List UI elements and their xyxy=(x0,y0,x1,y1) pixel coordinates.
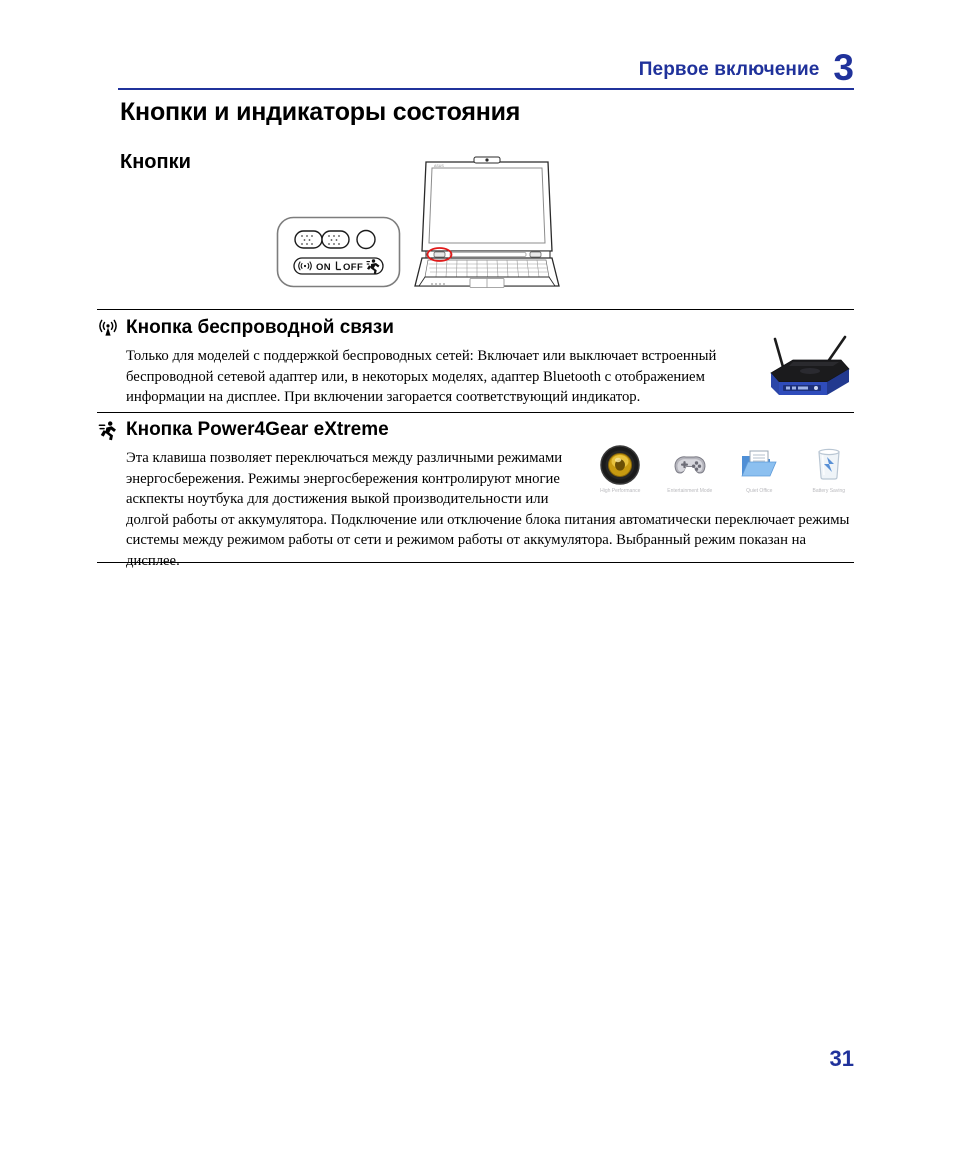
page-title: Кнопки и индикаторы состояния xyxy=(120,98,521,126)
power-mode-high-performance xyxy=(592,443,649,503)
power-mode-battery-saving xyxy=(801,443,858,503)
power-mode-caption: Entertainment Mode xyxy=(667,487,713,495)
entertainment-mode-icon xyxy=(668,443,712,487)
section-body-wireless: Только для моделей с поддержкой беспроводных сетей: Включает или выключает встроенный беспроводной сетевой адаптер или, в некоторых моделях, адаптер Bluetooth с отображением информации на дисплее. При включении загорается соответствующий индикатор. xyxy=(126,348,717,406)
header-chapter-number: 3 xyxy=(833,47,854,88)
high-performance-icon xyxy=(598,443,642,487)
svg-text:ASUS: ASUS xyxy=(434,164,444,168)
wireless-router-photo xyxy=(753,333,857,405)
section-heading-power4gear xyxy=(97,419,389,441)
power-mode-quiet-office xyxy=(731,443,788,503)
section-body-narrow: Эта клавиша позволяет переключаться между различными режимами энергосбережения. Режимы энергосбережения контролируют многие аскпекты ноутбука для достижения выкой производительности или xyxy=(126,450,563,508)
running-header xyxy=(118,44,854,90)
section-heading-label: Кнопка беспроводной связи xyxy=(126,317,394,338)
page-subtitle: Кнопки xyxy=(120,151,191,173)
page-number: 31 xyxy=(829,1046,854,1071)
runner-icon xyxy=(97,419,119,441)
section-divider-top xyxy=(97,309,854,310)
power-mode-icon-row xyxy=(592,443,857,503)
button-panel-illustration xyxy=(276,216,401,293)
power-mode-caption: Quiet Office xyxy=(746,487,773,495)
power-mode-caption: Battery Saving xyxy=(812,487,846,495)
wireless-antenna-icon xyxy=(97,317,119,339)
battery-saving-icon xyxy=(807,443,851,487)
section-divider-middle xyxy=(97,412,854,413)
power-mode-caption: High Performance xyxy=(600,487,641,495)
power-mode-entertainment xyxy=(662,443,719,503)
section-body-wide: долгой работы от аккумулятора. Подключение или отключение блока питания автоматически переключает режимы системы между режимом работы от сети и режимом работы от аккумулятора. Выбранный режим показан на дисплее. xyxy=(126,511,850,569)
svg-text:OFF: OFF xyxy=(343,262,364,273)
section-heading-wireless xyxy=(97,317,394,339)
header-chapter-title: Первое включение xyxy=(638,59,820,80)
quiet-office-icon xyxy=(737,443,781,487)
notebook-illustration xyxy=(412,155,562,298)
section-heading-label: Кнопка Power4Gear eXtreme xyxy=(126,419,389,440)
header-rule xyxy=(118,88,854,90)
svg-text:ON: ON xyxy=(316,262,332,273)
